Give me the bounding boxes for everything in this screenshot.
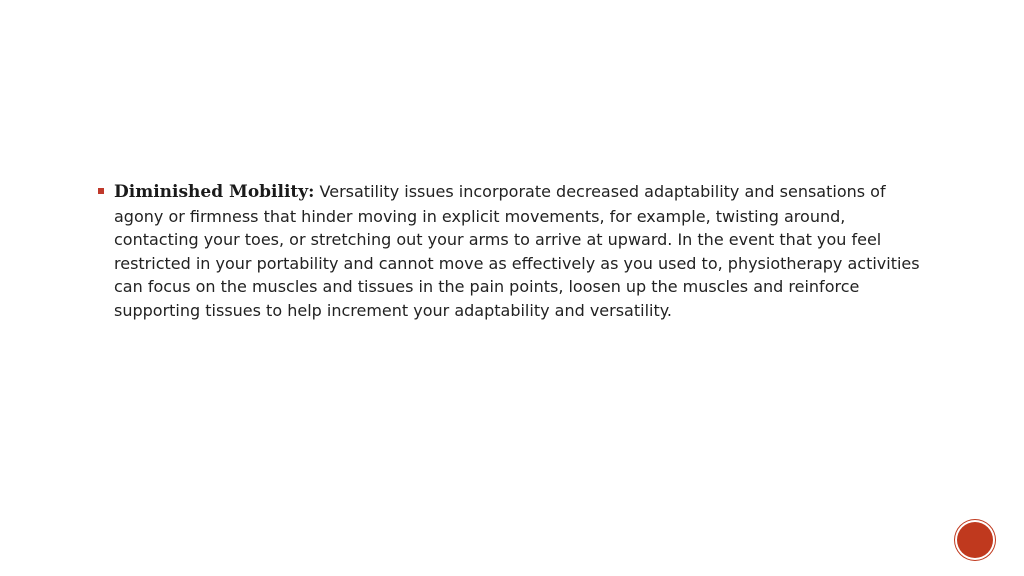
- page-number-badge: [957, 522, 993, 558]
- bullet-paragraph: [114, 180, 928, 322]
- bullet-body: Versatility issues incorporate decreased adaptability and sensations of agony or firmness that hinder moving in explicit movements, for example, twisting around, contacting your toes, or stretching out your arms to arrive at upward. In the event that you feel restricted in your portability and cannot move as effectively as you used to, physiotherapy activities can focus on the muscles and tissues in the pain points, loosen up the muscles and reinforce supporting tissues to help increment your adaptability and versatility.: [114, 182, 920, 320]
- square-bullet-icon: [98, 188, 104, 194]
- bullet-item: [98, 180, 928, 322]
- bullet-term: Diminished Mobility:: [114, 182, 315, 202]
